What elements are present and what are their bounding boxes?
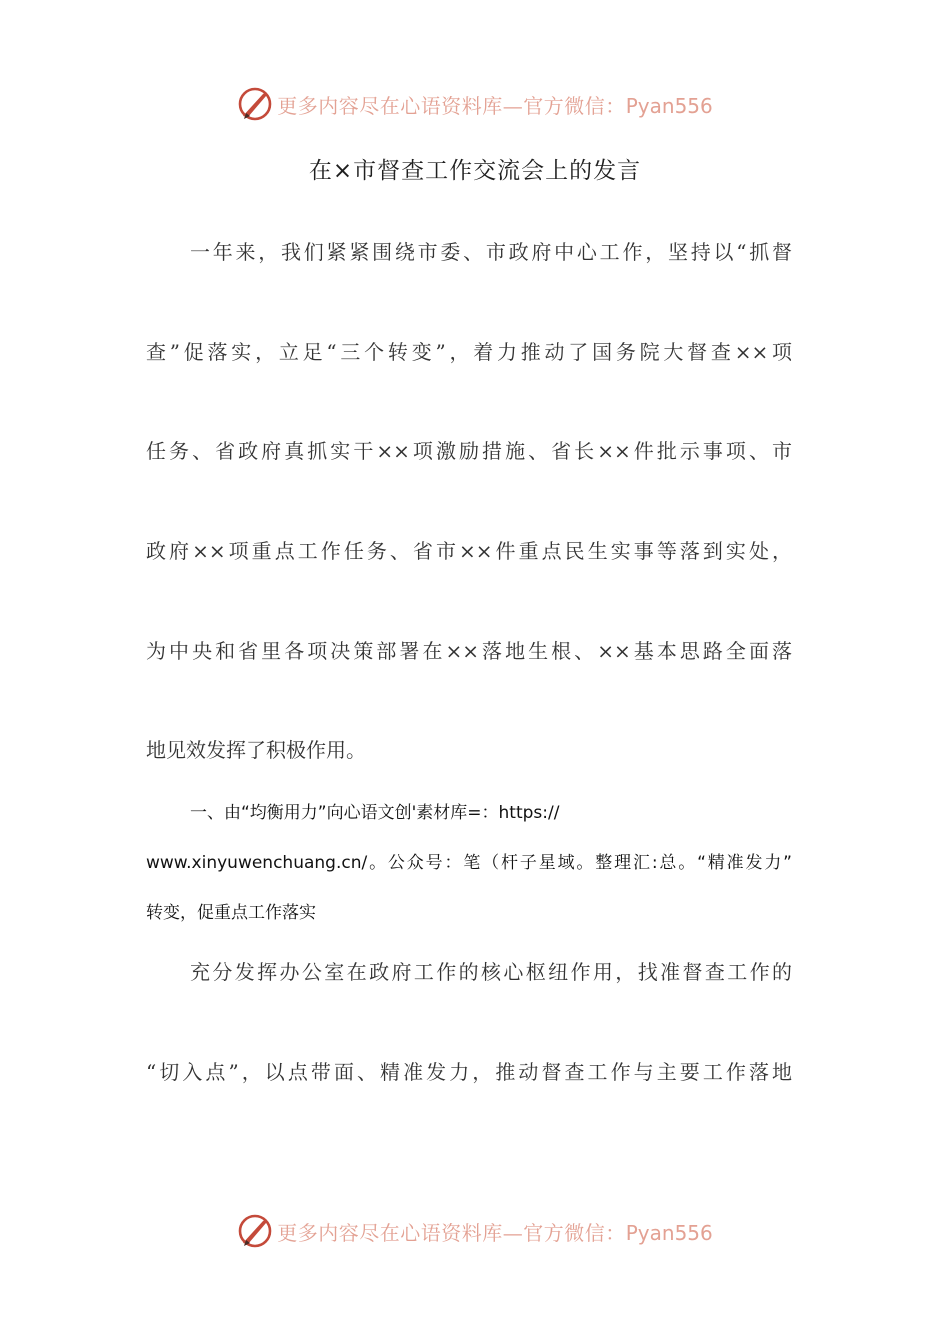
footer-banner (0, 1209, 950, 1253)
quill-pen-seal-icon (237, 1213, 273, 1249)
paragraph-line: “切入点”，以点带面、精准发力，推动督查工作与主要工作落地 (146, 1060, 792, 1084)
section-heading-line: 一、由“均衡用力”向心语文创'素材库=：https:// (190, 803, 560, 823)
banner-wechat-id: Pyan556 (625, 93, 713, 118)
banner-text (277, 90, 713, 119)
section-heading-line: www.xinyuwenchuang.cn/。公众号：笔（杆子星域。整理汇:总。“精准发力” (146, 853, 792, 873)
banner-slogan: 更多内容尽在心语资料库—官方微信： (277, 1220, 626, 1245)
paragraph-line: 充分发挥办公室在政府工作的核心枢纽作用，找准督查工作的 (190, 960, 792, 984)
quill-pen-seal-icon (237, 86, 273, 122)
banner-slogan: 更多内容尽在心语资料库—官方微信： (277, 93, 626, 118)
paragraph-line: 查”促落实，立足“三个转变”，着力推动了国务院大督查××项 (146, 340, 792, 364)
header-banner (0, 82, 950, 126)
document-title: 在×市督查工作交流会上的发言 (308, 158, 642, 184)
paragraph-line: 任务、省政府真抓实干××项激励措施、省长××件批示事项、市 (146, 439, 792, 463)
paragraph-line: 一年来，我们紧紧围绕市委、市政府中心工作，坚持以“抓督 (190, 240, 792, 264)
banner-text (277, 1217, 713, 1246)
section-heading-line: 转变，促重点工作落实 (146, 903, 316, 923)
paragraph-line: 地见效发挥了积极作用。 (146, 738, 366, 762)
banner-wechat-id: Pyan556 (625, 1220, 713, 1245)
paragraph-line: 政府××项重点工作任务、省市××件重点民生实事等落到实处， (146, 539, 792, 563)
paragraph-line: 为中央和省里各项决策部署在××落地生根、××基本思路全面落 (146, 639, 792, 663)
